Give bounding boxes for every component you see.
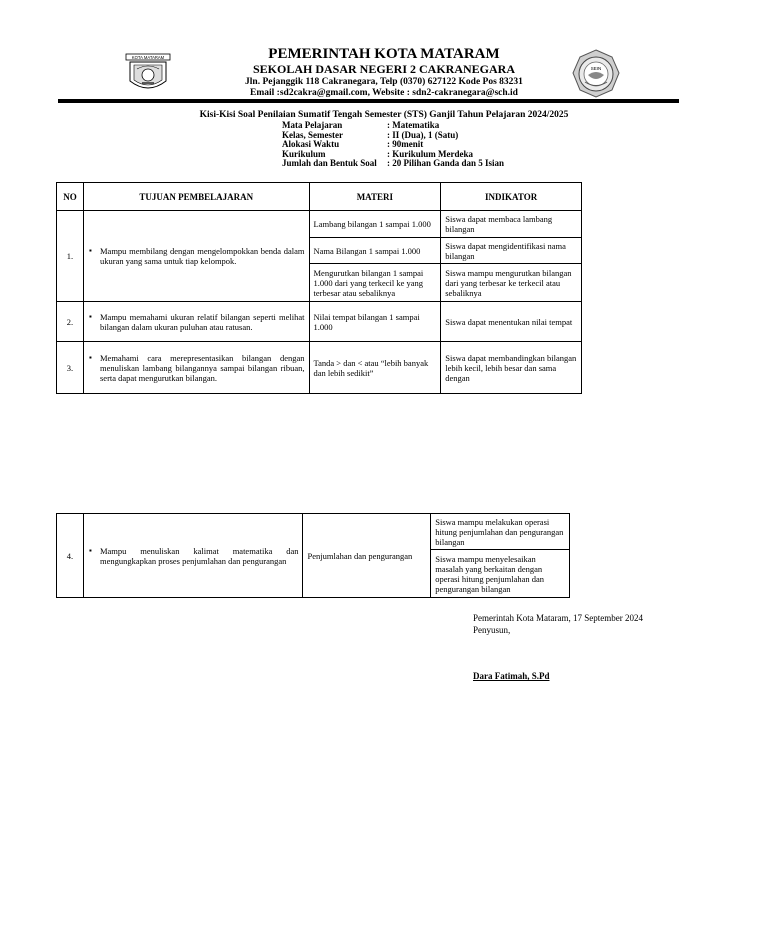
header-indikator: INDIKATOR (441, 183, 582, 211)
government-title: PEMERINTAH KOTA MATARAM (268, 46, 500, 62)
indikator-cell: Siswa mampu menyelesaikan masalah yang berkaitan dengan operasi hitung penjumlahan dan pengurangan bilangan (431, 550, 570, 598)
tujuan-cell (83, 211, 309, 302)
meta-label: Mata Pelajaran (282, 120, 343, 130)
table-header-row (57, 183, 582, 211)
header-materi: MATERI (309, 183, 441, 211)
meta-value: : 20 Pilihan Ganda dan 5 Isian (387, 158, 505, 168)
row-number: 3. (57, 342, 84, 394)
header-no: NO (57, 183, 84, 211)
signature-role: Penyusun, (473, 625, 511, 635)
tujuan-text: ▪ Memahami cara merepresentasikan bilangan dengan menuliskan lambang bilangannya sampai bilangan ribuan, serta dapat mengurutkan bilangan. (100, 353, 305, 383)
header-divider (58, 99, 679, 103)
materi-cell: Penjumlahan dan pengurangan (303, 514, 431, 598)
table-row (57, 211, 582, 238)
tujuan-cell (83, 302, 309, 342)
meta-value: : Kurikulum Merdeka (387, 148, 474, 159)
indikator-cell: Siswa dapat membaca lambang bilangan (441, 211, 582, 238)
meta-labels (282, 121, 377, 169)
signature-place-date: Pemerintah Kota Mataram, 17 September 2024 (473, 613, 643, 623)
kisi-kisi-table-continued (56, 513, 570, 598)
row-number: 4. (57, 514, 84, 598)
materi-cell: Lambang bilangan 1 sampai 1.000 (309, 211, 441, 238)
indikator-cell: Siswa dapat menentukan nilai tempat (441, 302, 582, 342)
meta-label: Alokasi Waktu (282, 139, 340, 149)
school-contact: Email :sd2cakra@gmail.com, Website : sdn2-cakranegara@sch.id (250, 88, 518, 98)
materi-cell: Nama Bilangan 1 sampai 1.000 (309, 238, 441, 264)
tujuan-cell (83, 342, 309, 394)
table-row (57, 514, 570, 550)
table-row (57, 302, 582, 342)
kisi-kisi-table (56, 182, 582, 394)
indikator-cell: Siswa mampu mengurutkan bilangan dari yang terbesar ke terkecil atau sebaliknya (441, 264, 582, 302)
meta-label: Jumlah dan Bentuk Soal (282, 158, 377, 168)
indikator-cell: Siswa dapat mengidentifikasi nama bilangan (441, 238, 582, 264)
signature-name: Dara Fatimah, S.Pd (473, 671, 550, 681)
city-logo-label: KOTA MATARAM (131, 55, 165, 60)
tujuan-text: ▪ Mampu membilang dengan mengelompokkan benda dalam ukuran yang sama untuk tiap kelompok. (100, 246, 305, 266)
indikator-cell: Siswa mampu melakukan operasi hitung penjumlahan dan pengurangan bilangan (431, 514, 570, 550)
tujuan-text: ▪ Mampu menuliskan kalimat matematika dan mengungkapkan proses penjumlahan dan pengurangan (100, 546, 299, 566)
meta-value: : II (Dua), 1 (Satu) (387, 129, 459, 140)
meta-value: : 90menit (387, 139, 424, 149)
tujuan-text: ▪ Mampu memahami ukuran relatif bilangan seperti melihat bilangan dalam ukuran puluhan atau ratusan. (100, 312, 305, 332)
table-row (57, 342, 582, 394)
tujuan-cell (83, 514, 303, 598)
header-tujuan: TUJUAN PEMBELAJARAN (83, 183, 309, 211)
row-number: 2. (57, 302, 84, 342)
materi-cell: Nilai tempat bilangan 1 sampai 1.000 (309, 302, 441, 342)
school-address: Jln. Pejanggik 118 Cakranegara, Telp (0370) 627122 Kode Pos 83231 (245, 77, 523, 87)
school-name: SEKOLAH DASAR NEGERI 2 CAKRANEGARA (252, 62, 516, 76)
materi-cell: Mengurutkan bilangan 1 sampai 1.000 dari yang terkecil ke yang terbesar atau sebaliknya (309, 264, 441, 302)
materi-cell: Tanda > dan < atau “lebih banyak dan lebih sedikit” (309, 342, 441, 394)
document-title: Kisi-Kisi Soal Penilaian Sumatif Tengah Semester (STS) Ganjil Tahun Pelajaran 2024/2025 (199, 110, 569, 120)
school-logo-label: SEIN (590, 66, 602, 71)
indikator-cell: Siswa dapat membandingkan bilangan lebih kecil, lebih besar dan sama dengan (441, 342, 582, 394)
meta-value: : Matematika (387, 120, 440, 130)
row-number: 1. (57, 211, 84, 302)
meta-label: Kelas, Semester (282, 129, 343, 140)
meta-label: Kurikulum (282, 148, 326, 159)
meta-values (387, 121, 504, 169)
